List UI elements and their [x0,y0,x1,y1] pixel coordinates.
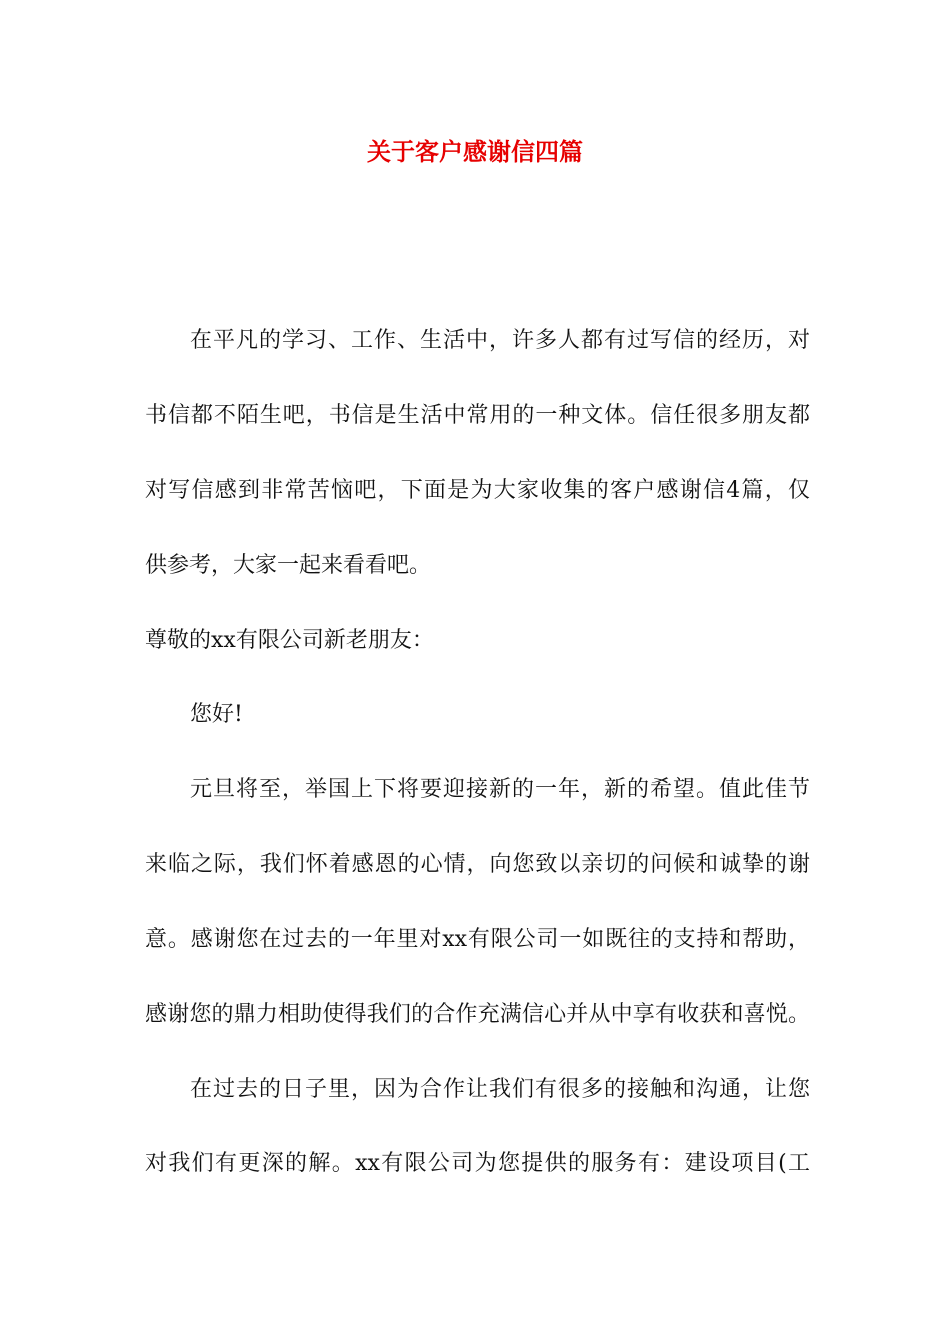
salutation: 尊敬的xx有限公司新老朋友： [145,628,434,653]
paragraph-line: 意。感谢您在过去的一年里对xx有限公司一如既往的支持和帮助， [145,927,810,952]
paragraph-line: 元旦将至，举国上下将要迎接新的一年，新的希望。值此佳节 [190,777,810,802]
paragraph-line: 在平凡的学习、工作、生活中，许多人都有过写信的经历，对 [190,328,810,353]
paragraph-line: 来临之际，我们怀着感恩的心情，向您致以亲切的问候和诚挚的谢 [145,852,810,877]
paragraph-line: 书信都不陌生吧，书信是生活中常用的一种文体。信任很多朋友都 [145,403,810,428]
paragraph-line: 感谢您的鼎力相助使得我们的合作充满信心并从中享有收获和喜悦。 [145,1002,810,1027]
paragraph-line: 对写信感到非常苦恼吧，下面是为大家收集的客户感谢信4篇，仅 [145,478,810,503]
greeting: 您好! [190,702,243,727]
paragraph-line: 对我们有更深的解。xx有限公司为您提供的服务有：建设项目(工 [145,1151,810,1176]
document-title: 关于客户感谢信四篇 [367,138,583,166]
paragraph-line: 在过去的日子里，因为合作让我们有很多的接触和沟通，让您 [190,1077,810,1102]
paragraph-line: 供参考，大家一起来看看吧。 [145,553,432,578]
